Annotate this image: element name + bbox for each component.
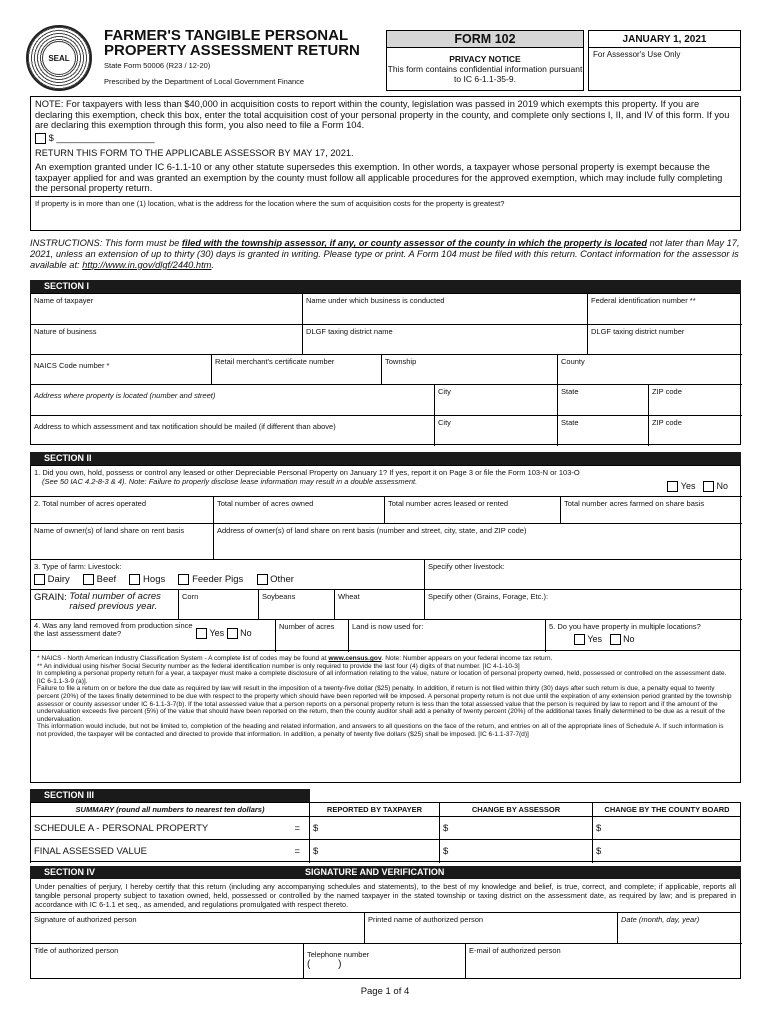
livestock-options	[34, 574, 421, 585]
schedule-a-row	[30, 817, 310, 840]
section-2-grid	[30, 465, 741, 651]
footnote-3: In completing a personal property return for a year, a taxpayer must make a complete disclosure of all information relating to the value, nature or location of personal property owned, held, possessed or controlled on the assessment date. [IC 6-1.1-3-9 (a)].	[37, 670, 727, 685]
q5-no-checkbox[interactable]	[610, 634, 621, 645]
privacy-title: PRIVACY NOTICE	[449, 54, 521, 64]
section-2-bar: SECTION II	[30, 452, 741, 465]
note-box	[30, 96, 741, 231]
footnotes	[30, 651, 741, 783]
seal-text: SEAL	[42, 41, 76, 75]
telephone-label: Telephone number	[307, 950, 370, 959]
hogs-label: Hogs	[143, 574, 166, 586]
summary-header: SUMMARY (round all numbers to nearest ten dollars)	[30, 803, 310, 817]
section-1-grid	[30, 293, 741, 445]
wheat-field[interactable]: Wheat	[335, 590, 425, 620]
acres-operated-field[interactable]: 2. Total number of acres operated	[31, 497, 214, 524]
q1-no-checkbox[interactable]	[703, 481, 714, 492]
fn-url[interactable]: www.census.gov	[328, 655, 382, 662]
final-reported[interactable]: $	[310, 840, 440, 863]
q1-text: 1. Did you own, hold, possess or control any leased or other Depreciable Personal Property on January 1? If yes, report it on Page 3 or file the Form 103-N or 103-O	[34, 468, 580, 477]
perjury-text: Under penalties of perjury, I hereby certify that this return (including any accompanying schedules and statements), to the best of my knowledge and belief, is true, correct, and complete; if applicable, reports all tangible personal property subject to taxation owned, held, possessed or controlled by the named taxpayer in the stated township or taxing district on the assessment date, as required by law; and is prepared in accordance with IC 6-1.1 et seq., as amended, and regulations promulgated with respect thereto.	[30, 879, 741, 913]
district-number-field[interactable]: DLGF taxing district number	[588, 325, 742, 355]
schedule-a-board[interactable]: $	[593, 817, 741, 840]
footnote-2: ** An individual using his/her Social Security number as the federal identification number is only required to provide the last four (4) digits of that number. [IC 4-1-10-3]	[37, 662, 520, 670]
corn-field[interactable]: Corn	[179, 590, 259, 620]
q3-livestock	[31, 560, 425, 590]
naics-field[interactable]: NAICS Code number *	[31, 355, 212, 385]
grain-label: GRAIN:	[34, 592, 67, 603]
exemption-checkbox[interactable]	[35, 133, 46, 144]
district-name-field[interactable]: DLGF taxing district name	[303, 325, 588, 355]
instructions-emph: filed with the township assessor, if any, or county assessor of the county in which the property is located	[181, 238, 648, 248]
state-form-number: State Form 50006 (R23 / 12-20)	[104, 61, 211, 70]
q5-no-label: No	[623, 634, 635, 644]
taxpayer-name-field[interactable]: Name of taxpayer	[31, 294, 303, 325]
note-p1: NOTE: For taxpayers with less than $40,000 in acquisition costs to report within the county, legislation was passed in 2019 which exempts this property. If you are declaring this exemption, check this box, enter the total acquisition cost of your personal property in the county, and complete only sections I, II, and IV of this form. If you are declaring this exemption through this form, you also need to file a Form 104.	[35, 99, 730, 130]
soybeans-field[interactable]: Soybeans	[259, 590, 335, 620]
footnote-5: This information would include, but not be limited to, completion of the heading and related information, and answers to all questions on the face of the return, and entries on all of the appropriate lines of Schedule A. If such information is not provided, the taxpayer will be contacted and directed to provide that information. In addition, a penalty of twenty five dollars ($25) shall be imposed. [IC 6-1.1-37-7(d)]	[37, 723, 724, 738]
grain-label-cell	[31, 590, 179, 620]
final-value-row	[30, 840, 310, 863]
county-field[interactable]: County	[558, 355, 742, 385]
final-value-eq: =	[294, 846, 300, 857]
grain-note: Total number of acres raised previous year.	[69, 591, 161, 612]
city-field[interactable]: City	[435, 385, 558, 416]
section-3-grid	[30, 802, 741, 862]
q4-text: 4. Was any land removed from production since the last assessment date?	[34, 621, 193, 638]
fn1b-text: . Note: Number appears on your federal income tax return.	[381, 655, 553, 662]
title-field[interactable]: Title of authorized person	[31, 944, 304, 979]
instructions-end: .	[211, 260, 215, 270]
hogs-checkbox[interactable]	[129, 574, 140, 585]
q4-yes-checkbox[interactable]	[196, 628, 207, 639]
q5-cell	[546, 620, 742, 652]
nature-business-field[interactable]: Nature of business	[31, 325, 303, 355]
zip-field[interactable]: ZIP code	[649, 385, 742, 416]
q4-cell	[31, 620, 276, 652]
reported-header: REPORTED BY TAXPAYER	[310, 803, 440, 817]
dairy-checkbox[interactable]	[34, 574, 45, 585]
form-number-box	[386, 30, 584, 91]
instructions-a: This form must be	[104, 238, 180, 248]
property-address-field[interactable]: Address where property is located (number and street)	[31, 385, 435, 416]
q1-note: (See 50 IAC 4.2-8-3 & 4). Note: Failure to properly disclose lease information may result in a double assessment.	[42, 477, 418, 486]
mailing-zip-field[interactable]: ZIP code	[652, 418, 682, 427]
q1-row	[31, 466, 742, 497]
section-4-label: SECTION IV	[44, 867, 96, 877]
date-field[interactable]: Date (month, day, year)	[618, 913, 742, 944]
mailing-state-field[interactable]: State	[558, 416, 649, 446]
note-p4: If property is in more than one (1) location, what is the address for the location where the sum of acquisition costs for the property is greatest?	[31, 196, 740, 212]
feeder-pigs-label: Feeder Pigs	[192, 574, 244, 586]
form-number: FORM 102	[387, 31, 583, 48]
feeder-pigs-checkbox[interactable]	[178, 574, 189, 585]
email-field[interactable]: E-mail of authorized person	[469, 946, 561, 955]
date-box	[588, 30, 741, 91]
privacy-text: This form contains confidential information pursuant to IC 6-1.1-35-9.	[387, 64, 583, 84]
business-name-field[interactable]: Name under which business is conducted	[303, 294, 588, 325]
mailing-address-field[interactable]: Address to which assessment and tax notification should be mailed (if different than above)	[31, 416, 435, 446]
q5-yes-checkbox[interactable]	[574, 634, 585, 645]
assessor-use-label: For Assessor's Use Only	[593, 50, 681, 59]
q4-no-label: No	[240, 628, 252, 638]
other-livestock-field[interactable]: Specify other livestock:	[425, 560, 742, 590]
instructions-b: not later than May 17, 2021, unless an extension of up to thirty (30) days is granted in writing. Please type or print. A Form 104 must be filed with this return. Contact information for the assessor is available at:	[30, 238, 740, 270]
owner-address-field[interactable]: Address of owner(s) of land share on rent basis (number and street, city, state, and ZIP code)	[214, 524, 742, 560]
telephone-field[interactable]	[304, 944, 466, 979]
instructions-url[interactable]: http://www.in.gov/dlgf/2440.htm	[82, 260, 212, 270]
schedule-a-assessor[interactable]: $	[440, 817, 593, 840]
land-use-field[interactable]: Land is now used for:	[349, 620, 546, 652]
other-stock-checkbox[interactable]	[257, 574, 268, 585]
exemption-row	[31, 133, 740, 146]
section-3-bar: SECTION III	[30, 789, 310, 802]
assessor-header: CHANGE BY ASSESSOR	[440, 803, 593, 817]
other-grain-field[interactable]: Specify other (Grains, Forage, Etc.):	[425, 590, 742, 620]
printed-name-field[interactable]: Printed name of authorized person	[365, 913, 618, 944]
owner-name-field[interactable]: Name of owner(s) of land share on rent basis	[31, 524, 214, 560]
q4-no-checkbox[interactable]	[227, 628, 238, 639]
acres-share-field[interactable]: Total number acres farmed on share basis	[561, 497, 742, 524]
fn1-text: * NAICS - North American Industry Classification System - A complete list of codes may be found at	[37, 655, 327, 662]
state-field[interactable]: State	[558, 385, 649, 416]
schedule-a-reported[interactable]: $	[310, 817, 440, 840]
final-assessor[interactable]: $	[440, 840, 593, 863]
dairy-label: Dairy	[47, 574, 70, 586]
form-title: FARMER'S TANGIBLE PERSONAL PROPERTY ASSESSMENT RETURN	[104, 27, 360, 59]
signature-field[interactable]: Signature of authorized person	[31, 913, 365, 944]
section-4-bar	[30, 866, 741, 879]
page-number: Page 1 of 4	[360, 986, 410, 997]
other-stock-label: Other	[270, 574, 294, 586]
telephone-parens: ( )	[307, 959, 342, 970]
instructions	[30, 238, 742, 271]
schedule-a-label: SCHEDULE A - PERSONAL PROPERTY	[34, 823, 209, 834]
prescribed-by: Prescribed by the Department of Local Government Finance	[104, 77, 305, 86]
schedule-a-eq: =	[294, 823, 300, 834]
q1-yes-label: Yes	[680, 481, 696, 491]
beef-checkbox[interactable]	[83, 574, 94, 585]
retail-cert-field[interactable]: Retail merchant's certificate number	[212, 355, 382, 385]
mailing-city-field[interactable]: City	[435, 416, 558, 446]
state-seal-image	[26, 25, 92, 91]
federal-id-field[interactable]: Federal identification number **	[588, 294, 742, 325]
q1-answer	[667, 481, 728, 492]
q5-text: 5. Do you have property in multiple locations?	[549, 622, 701, 631]
acres-removed-field[interactable]: Number of acres	[276, 620, 349, 652]
section-4-grid	[30, 913, 741, 979]
acres-owned-field[interactable]: Total number of acres owned	[214, 497, 385, 524]
board-header: CHANGE BY THE COUNTY BOARD	[593, 803, 741, 817]
section-1-bar: SECTION I	[30, 280, 741, 293]
q4-yes-label: Yes	[209, 628, 225, 638]
q5-yes-label: Yes	[587, 634, 603, 644]
footnote-1	[37, 655, 734, 663]
final-board[interactable]: $	[596, 846, 602, 857]
final-value-label: FINAL ASSESSED VALUE	[34, 846, 147, 857]
form-date: JANUARY 1, 2021	[589, 31, 740, 48]
exemption-amount[interactable]: $ ___________________	[48, 132, 155, 143]
note-p3: An exemption granted under IC 6-1.1-10 or any other statute supersedes this exemption. In other words, a taxpayer whose personal property is exempt because the taxpayer applied for and was granted an exemption by the county must follow all applicable procedures for the approved exemption, which may include fully completing the personal property return.	[35, 162, 723, 194]
signature-title: SIGNATURE AND VERIFICATION	[305, 867, 445, 877]
township-field[interactable]: Township	[382, 355, 558, 385]
acres-leased-field[interactable]: Total number acres leased or rented	[385, 497, 561, 524]
footnote-4: Failure to file a return on or before the due date as required by law will result in the imposition of a twenty-five dollar ($25) penalty. In addition, if return is not filed within thirty (30) days after such return is due, a penalty equal to twenty percent (20%) of the taxes finally determined to be due with respect to the property which should have been reported will be imposed. A personal property return is not due until the expiration of any extension period granted by the township assessor or county assessor under IC 6-1.1-3-7(b). If the total assessed value that a person reports on a personal property return is less than the total assessed value that the person is required by law to report and if the amount of the undervaluation exceeds five percent (5%) of the value that should have been reported on the return, then the county auditor shall add a penalty of twenty percent (20%) of the additional taxes finally determined to be due as a result of the undervaluation.	[37, 685, 732, 723]
instructions-lead: INSTRUCTIONS:	[30, 238, 103, 248]
q1-no-label: No	[716, 481, 728, 491]
beef-label: Beef	[96, 574, 117, 586]
note-p2: RETURN THIS FORM TO THE APPLICABLE ASSESSOR BY MAY 17, 2021.	[35, 147, 354, 158]
q1-yes-checkbox[interactable]	[667, 481, 678, 492]
q3-text: 3. Type of farm: Livestock:	[34, 562, 122, 571]
